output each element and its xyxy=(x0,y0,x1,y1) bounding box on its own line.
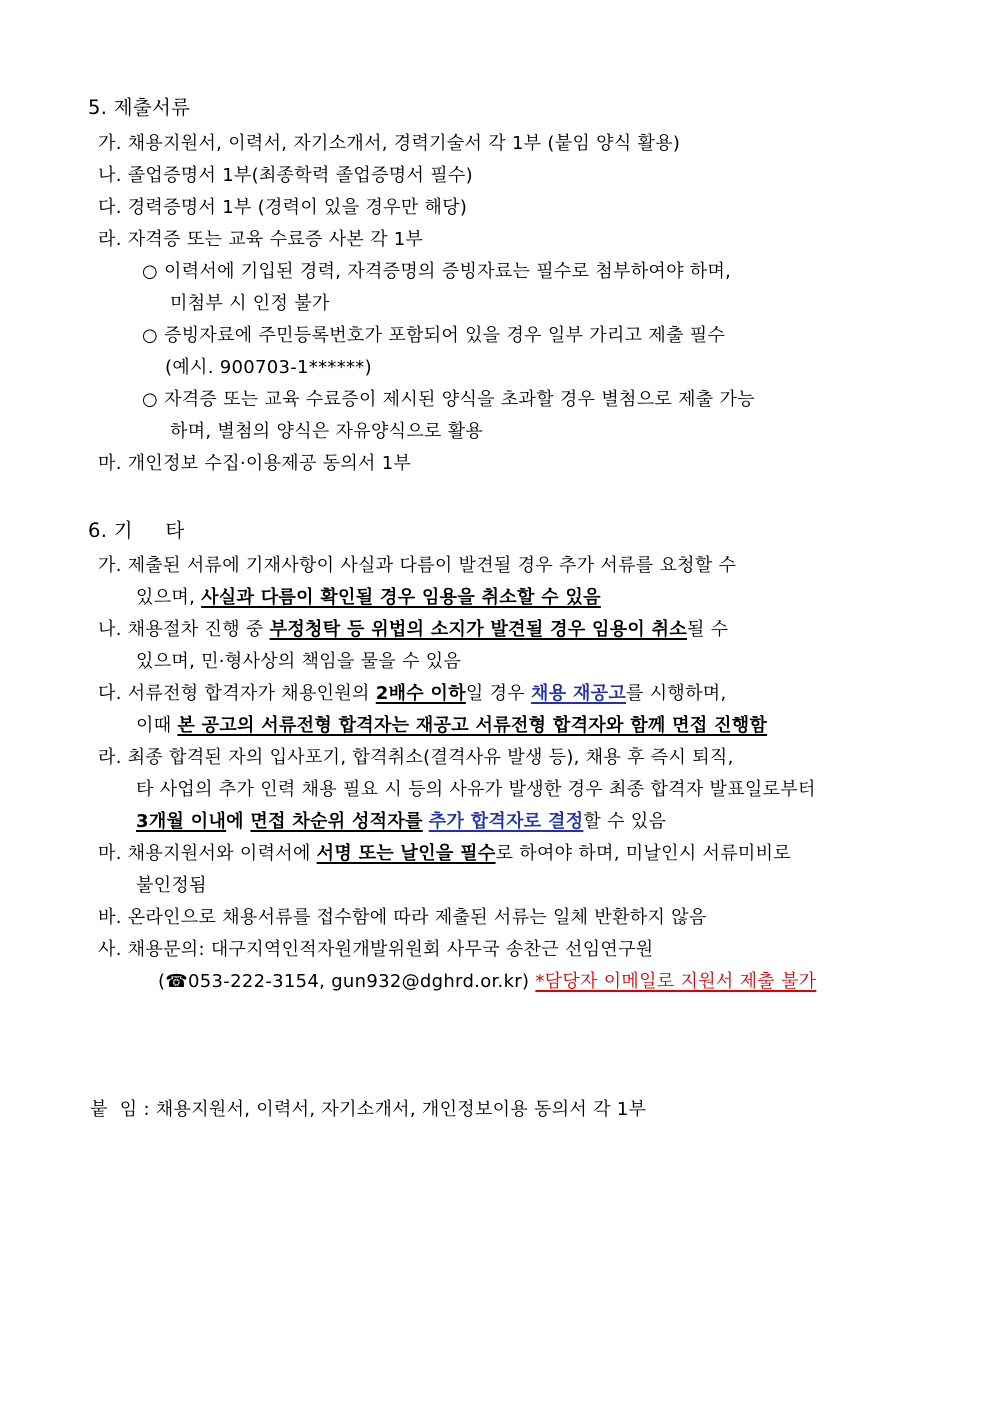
da-emphasis-interview: 본 공고의 서류전형 합격자는 재공고 서류전형 합격자와 함께 면접 진행함 xyxy=(177,715,768,736)
da-emphasis-repost: 채용 재공고 xyxy=(531,683,627,704)
contact-warning: *담당자 이메일로 지원서 제출 불가 xyxy=(535,971,817,992)
section-5-item-ga: 가. 채용지원서, 이력서, 자기소개서, 경력기술서 각 1부 (붙임 양식 활용) xyxy=(98,133,681,154)
section-5-note-3: ○ 자격증 또는 교육 수료증이 제시된 양식을 초과할 경우 별첨으로 제출 가능 xyxy=(142,389,755,410)
ra-emphasis-additional: 추가 합격자로 결정 xyxy=(428,811,584,832)
section-5-note-2: ○ 증빙자료에 주민등록번호가 포함되어 있을 경우 일부 가리고 제출 필수 xyxy=(142,325,726,346)
section-5-note-1: ○ 이력서에 기입된 경력, 자격증명의 증빙자료는 필수로 첨부하여야 하며, xyxy=(142,261,732,282)
attachment-line: 붙 임 : 채용지원서, 이력서, 자기소개서, 개인정보이용 동의서 각 1부 xyxy=(90,1099,647,1120)
section-6-item-ra-cont: 타 사업의 추가 인력 채용 필요 시 등의 사유가 발생한 경우 최종 합격자 발표일로부터 xyxy=(136,779,816,800)
ma-text-end: 로 하여야 하며, 미날인시 서류미비로 xyxy=(495,843,791,864)
da-text: 다. 서류전형 합격자가 채용인원의 xyxy=(98,683,376,704)
section-6-item-da-cont xyxy=(136,714,767,738)
ra-text-end: 할 수 있음 xyxy=(583,811,667,832)
da-emphasis-ratio: 2배수 이하 xyxy=(375,683,466,704)
section-5-note-2-example: (예시. 900703-1******) xyxy=(165,357,372,378)
section-6-item-na-cont: 있으며, 민·형사상의 책임을 물을 수 있음 xyxy=(136,651,462,672)
section-6-item-ma xyxy=(98,842,791,866)
ma-emphasis: 서명 또는 날인을 필수 xyxy=(316,843,496,864)
da-text-2: 이때 xyxy=(136,715,178,736)
section-5-item-da: 다. 경력증명서 1부 (경력이 있을 경우만 해당) xyxy=(98,197,468,218)
section-6-item-sa-contact xyxy=(158,970,816,994)
ma-text: 마. 채용지원서와 이력서에 xyxy=(98,843,317,864)
section-5-item-ra: 라. 자격증 또는 교육 수료증 사본 각 1부 xyxy=(98,229,424,250)
na-text-end: 될 수 xyxy=(687,619,729,640)
section-6-item-na xyxy=(98,618,728,642)
section-6-item-ma-cont: 불인정됨 xyxy=(136,875,207,896)
section-6-item-ga-cont xyxy=(136,586,601,610)
section-5-heading: 5. 제출서류 xyxy=(88,96,191,119)
na-text: 나. 채용절차 진행 중 xyxy=(98,619,270,640)
section-6-item-sa: 사. 채용문의: 대구지역인적자원개발위원회 사무국 송찬근 선임연구원 xyxy=(98,939,654,960)
ga-emphasis: 사실과 다름이 확인될 경우 임용을 취소할 수 있음 xyxy=(201,587,601,608)
section-5-note-3-cont: 하며, 별첨의 양식은 자유양식으로 활용 xyxy=(170,421,484,442)
da-text-end: 를 시행하며, xyxy=(626,683,727,704)
section-6-item-da xyxy=(98,682,727,706)
section-5-note-1-cont: 미첨부 시 인정 불가 xyxy=(170,293,330,314)
section-5-item-na: 나. 졸업증명서 1부(최종학력 졸업증명서 필수) xyxy=(98,165,473,186)
contact-info: (☎053-222-3154, gun932@dghrd.or.kr) xyxy=(158,971,536,992)
section-6-item-ra-cont-2 xyxy=(136,810,666,834)
na-emphasis: 부정청탁 등 위법의 소지가 발견될 경우 임용이 취소 xyxy=(269,619,688,640)
section-6-item-ba: 바. 온라인으로 채용서류를 접수함에 따라 제출된 서류는 일체 반환하지 않음 xyxy=(98,907,707,928)
section-6-item-ga: 가. 제출된 서류에 기재사항이 사실과 다름이 발견될 경우 추가 서류를 요청할 수 xyxy=(98,555,737,576)
ga-text: 있으며, xyxy=(136,587,202,608)
ra-text-a: 에 xyxy=(226,811,251,832)
section-6-item-ra: 라. 최종 합격된 자의 입사포기, 합격취소(결격사유 발생 등), 채용 후 즉시 퇴직, xyxy=(98,747,734,768)
ra-emphasis-runner-up: 면접 차순위 성적자를 xyxy=(250,811,423,832)
section-6-heading: 6. 기 타 xyxy=(88,519,185,542)
da-text-mid: 일 경우 xyxy=(465,683,532,704)
section-5-item-ma: 마. 개인정보 수집·이용제공 동의서 1부 xyxy=(98,453,412,474)
ra-emphasis-period: 3개월 이내 xyxy=(136,811,227,832)
